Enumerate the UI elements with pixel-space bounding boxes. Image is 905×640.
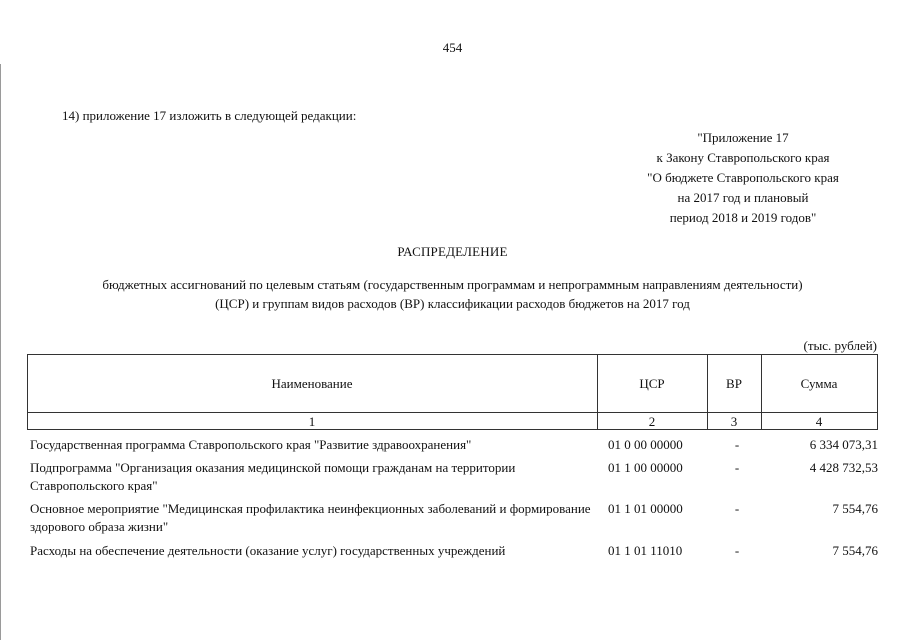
row-sum: 4 428 732,53: [809, 460, 878, 475]
table-border-line: [877, 354, 878, 430]
row-sum: 7 554,76: [832, 543, 878, 558]
appendix-line: период 2018 и 2019 годов": [669, 210, 817, 225]
row-sum: 6 334 073,31: [809, 437, 878, 452]
row-csr: 01 1 01 00000: [608, 501, 683, 516]
instruction-text: 14) приложение 17 изложить в следующей редакции:: [62, 108, 357, 123]
table-header: [27, 354, 878, 430]
subtitle-line: (ЦСР) и группам видов расходов (ВР) классификации расходов бюджетов на 2017 год: [215, 296, 690, 311]
row-sum: 7 554,76: [832, 501, 878, 516]
row-name: Расходы на обеспечение деятельности (оказание услуг) государственных учреждений: [30, 543, 506, 558]
page-left-edge: [0, 64, 1, 640]
row-name: Подпрограмма "Организация оказания медицинской помощи гражданам на территории Ставропольского края": [30, 460, 516, 493]
appendix-line: к Закону Ставропольского края: [656, 150, 830, 165]
appendix-line: "Приложение 17: [697, 130, 789, 145]
units-label: (тыс. рублей): [803, 338, 877, 353]
column-number: 3: [730, 414, 738, 429]
column-number: 1: [308, 414, 316, 429]
header-csr: ЦСР: [639, 376, 665, 391]
appendix-reference: [613, 128, 873, 228]
row-vr: -: [734, 437, 740, 452]
row-name: Государственная программа Ставропольского края "Развитие здравоохранения": [30, 437, 472, 452]
table-border-line: [27, 412, 878, 413]
row-csr: 01 1 00 00000: [608, 460, 683, 475]
page-number: 454: [442, 40, 463, 55]
row-csr: 01 1 01 11010: [608, 543, 683, 558]
appendix-line: на 2017 год и плановый: [677, 190, 809, 205]
header-vr: ВР: [726, 376, 742, 391]
subtitle-line: бюджетных ассигнований по целевым статьям (государственным программам и непрограммным направлениям деятельности): [102, 277, 803, 292]
row-csr: 01 0 00 00000: [608, 437, 683, 452]
document-title: РАСПРЕДЕЛЕНИЕ: [397, 244, 508, 259]
column-number: 2: [648, 414, 656, 429]
header-sum: Сумма: [800, 376, 838, 391]
column-number: 4: [815, 414, 823, 429]
row-name: Основное мероприятие "Медицинская профилактика неинфекционных заболеваний и формирование здорового образа жизни": [30, 501, 591, 534]
row-vr: -: [734, 543, 740, 558]
header-name: Наименование: [271, 376, 353, 391]
appendix-line: "О бюджете Ставропольского края: [647, 170, 839, 185]
table-border-line: [27, 354, 878, 355]
row-vr: -: [734, 460, 740, 475]
row-vr: -: [734, 501, 740, 516]
document-subtitle: [30, 275, 875, 313]
